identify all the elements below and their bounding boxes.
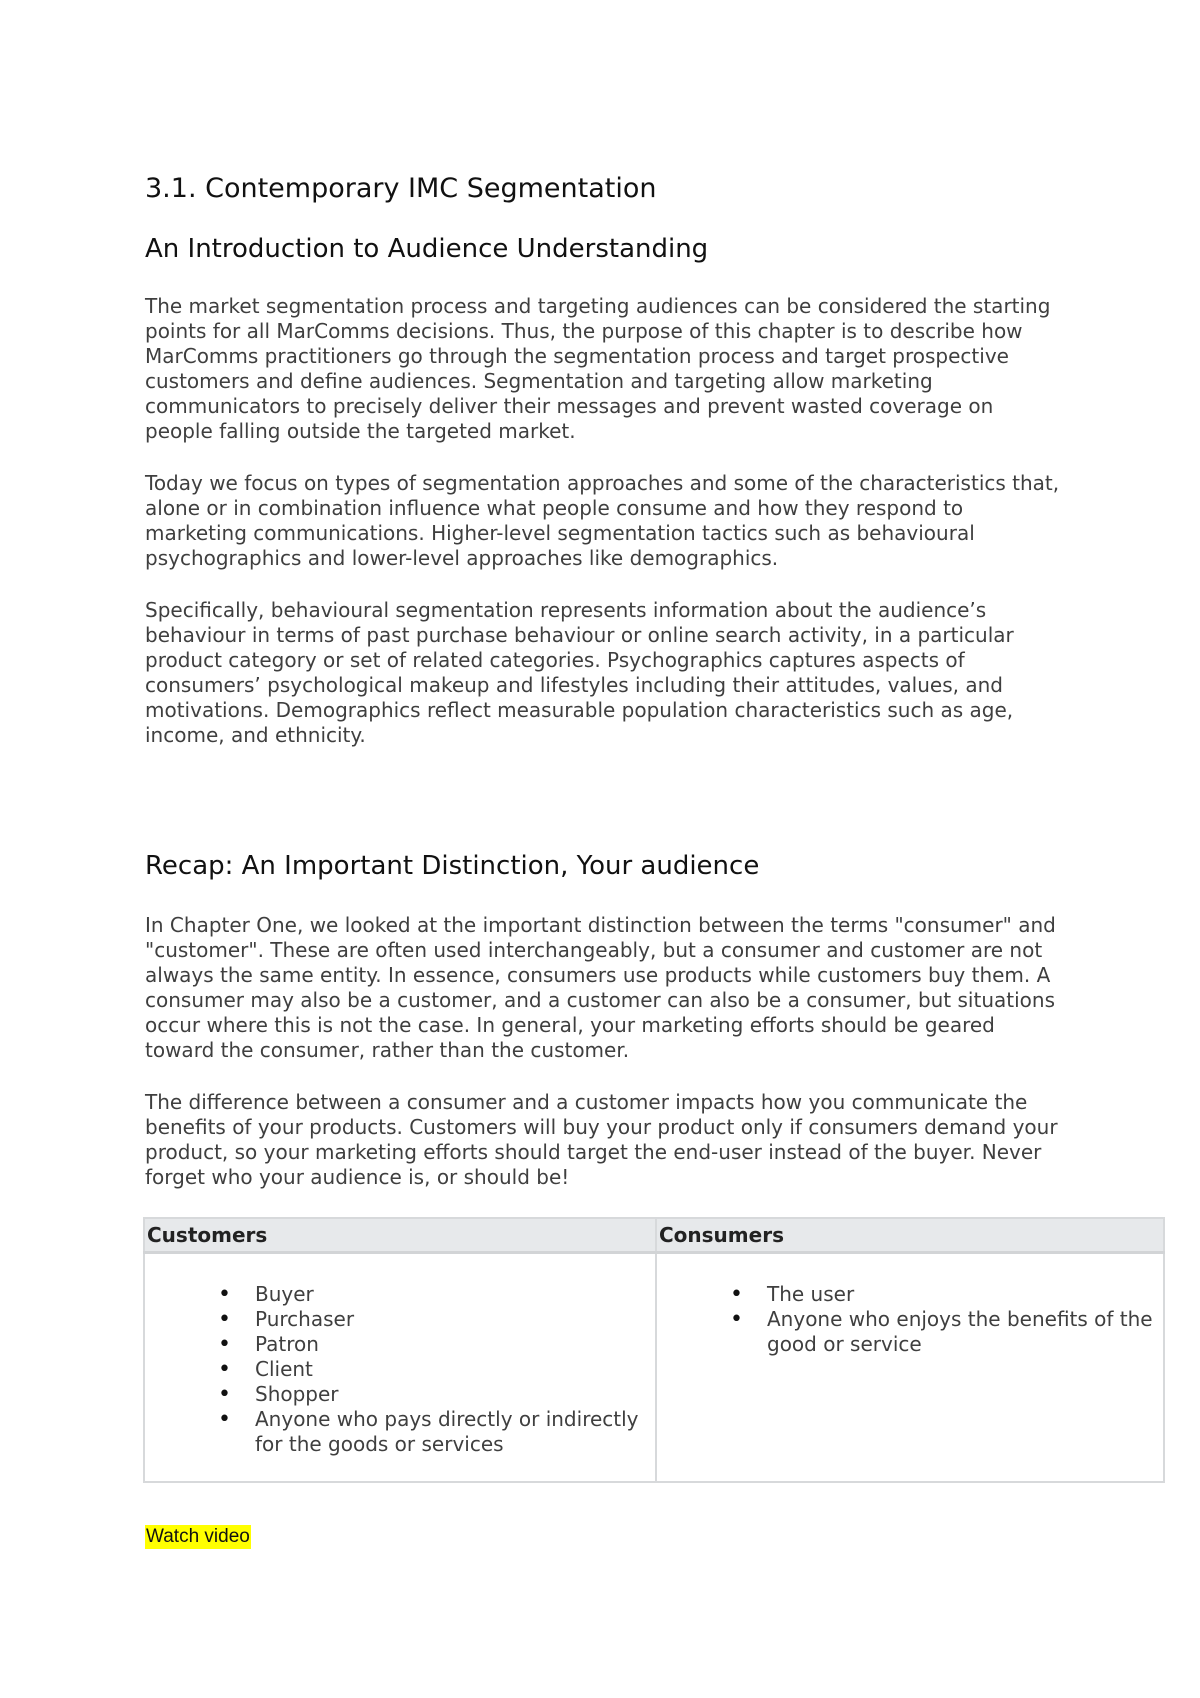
recap-paragraph-2: The difference between a consumer and a customer impacts how you communicate the benefits of your products. Customers will buy your product only if consumers demand your product, so your marketing efforts should target the end-user instead of the buyer. Never forget who your audience is, or should be!: [145, 1090, 1058, 1189]
spacer: [145, 775, 1165, 849]
table-header-customers: Customers: [144, 1218, 656, 1253]
consumers-cell: [656, 1253, 1164, 1483]
list-item: • Buyer: [255, 1282, 645, 1307]
list-item: • Purchaser: [255, 1307, 645, 1332]
document-page: [145, 172, 1165, 1549]
table-row: [144, 1253, 1164, 1483]
consumers-list: [667, 1282, 1153, 1357]
customers-list: [155, 1282, 645, 1457]
list-item: • Shopper: [255, 1382, 645, 1407]
intro-heading: An Introduction to Audience Understanding: [145, 234, 709, 264]
recap-paragraph-1: In Chapter One, we looked at the important distinction between the terms "consumer" and "customer". These are often used interchangeably, but a consumer and customer are not always the same entity. In essence, consumers use products while customers buy them. A consumer may also be a customer, and a customer can also be a consumer, but situations occur where this is not the case. In general, your marketing efforts should be geared toward the consumer, rather than the customer.: [145, 913, 1056, 1062]
comparison-table: [143, 1217, 1165, 1483]
customers-cell: [144, 1253, 656, 1483]
intro-paragraph-3: Specifically, behavioural segmentation represents information about the audience’s behaviour in terms of past purchase behaviour or online search activity, in a particular product category or set of related categories. Psychographics captures aspects of consumers’ psychological makeup and lifestyles including their attitudes, values, and motivations. Demographics reflect measurable population characteristics such as age, income, and ethnicity.: [145, 598, 1014, 747]
recap-heading: Recap: An Important Distinction, Your audience: [145, 851, 760, 881]
table-header-consumers: Consumers: [656, 1218, 1164, 1253]
list-item: • The user: [767, 1282, 1153, 1307]
intro-paragraph-2: Today we focus on types of segmentation approaches and some of the characteristics that, alone or in combination influence what people consume and how they respond to marketing communications. Higher-level segmentation tactics such as behavioural psychographics and lower-level approaches like demographics.: [145, 471, 1060, 570]
watch-video-link[interactable]: Watch video: [146, 1526, 250, 1547]
list-item: • Patron: [255, 1332, 645, 1357]
list-item: • Anyone who enjoys the benefits of the good or service: [767, 1307, 1153, 1357]
intro-paragraph-1: The market segmentation process and targeting audiences can be considered the starting points for all MarComms decisions. Thus, the purpose of this chapter is to describe how MarComms practitioners go through the segmentation process and target prospective customers and define audiences. Segmentation and targeting allow marketing communicators to precisely deliver their messages and prevent wasted coverage on people falling outside the targeted market.: [145, 294, 1051, 443]
list-item: • Anyone who pays directly or indirectly for the goods or services: [255, 1407, 645, 1457]
section-title: 3.1. Contemporary IMC Segmentation: [145, 173, 657, 204]
list-item: • Client: [255, 1357, 645, 1382]
